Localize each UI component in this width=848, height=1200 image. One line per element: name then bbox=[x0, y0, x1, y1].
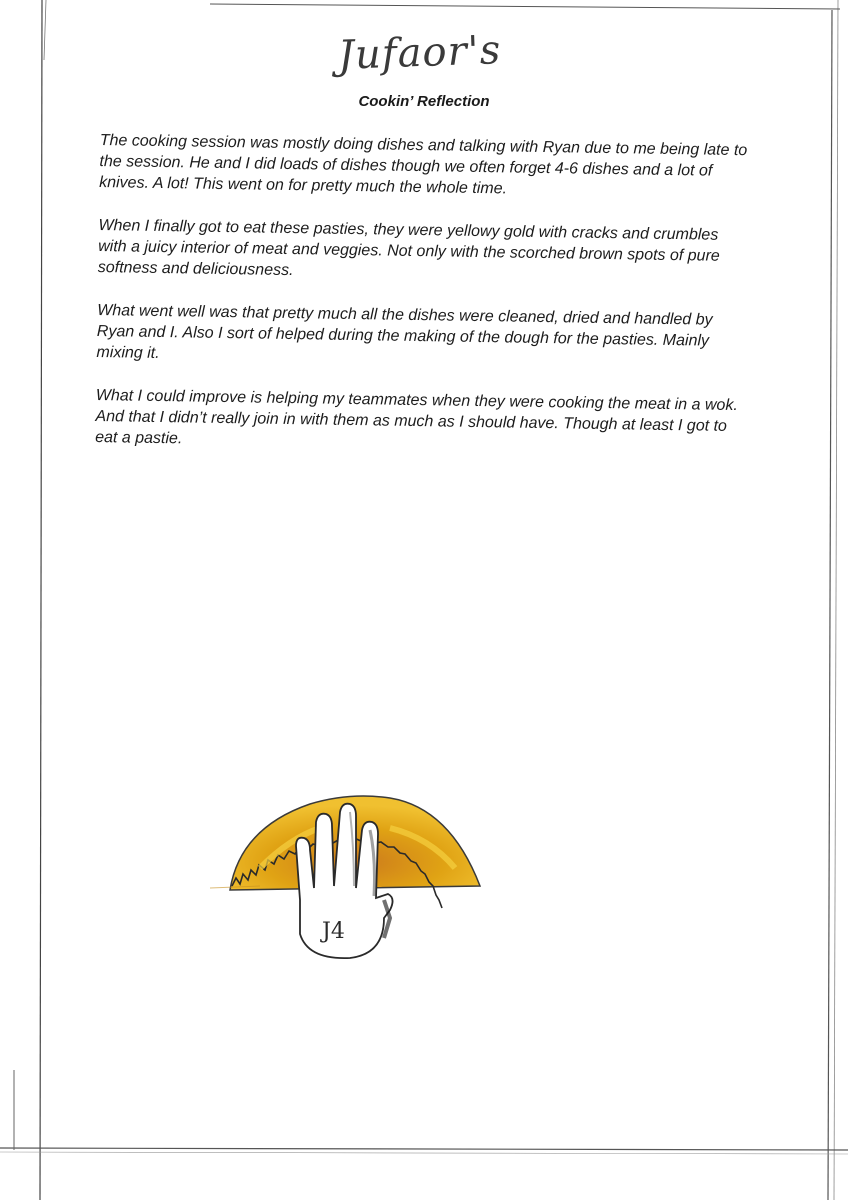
paragraph-improve: What I could improve is helping my teammates when they were cooking the meat in a wok. And that I didn’t really join in with them as much as I should have. Though at least I got to eat a pastie. bbox=[95, 386, 738, 448]
paragraph-session: The cooking session was mostly doing dishes and talking with Ryan due to me being late to the session. He and I did loads of dishes though we often forget 4-6 dishes and a lot of knives. A lot! This went on for pretty much the whole time. bbox=[99, 131, 748, 198]
document-subtitle: Cookin’ Reflection bbox=[358, 93, 490, 110]
pastie-drawing bbox=[200, 768, 520, 978]
reflection-body bbox=[95, 130, 752, 480]
handwritten-title bbox=[334, 22, 504, 86]
paragraph-went-well: What went well was that pretty much all the dishes were cleaned, dried and handled by Ryan and I. Also I sort of helped during the making of the dough for the pasties. Mainly mixing it. bbox=[96, 301, 713, 362]
drawing-initials: J4 bbox=[322, 919, 345, 944]
paragraph-pasties: When I finally got to eat these pasties, they were yellowy gold with cracks and crumbles with a juicy interior of meat and veggies. Not only with the scorched brown spots of pure softness and deliciousness. bbox=[97, 216, 720, 280]
handwritten-name: Jufaor's bbox=[337, 27, 502, 79]
